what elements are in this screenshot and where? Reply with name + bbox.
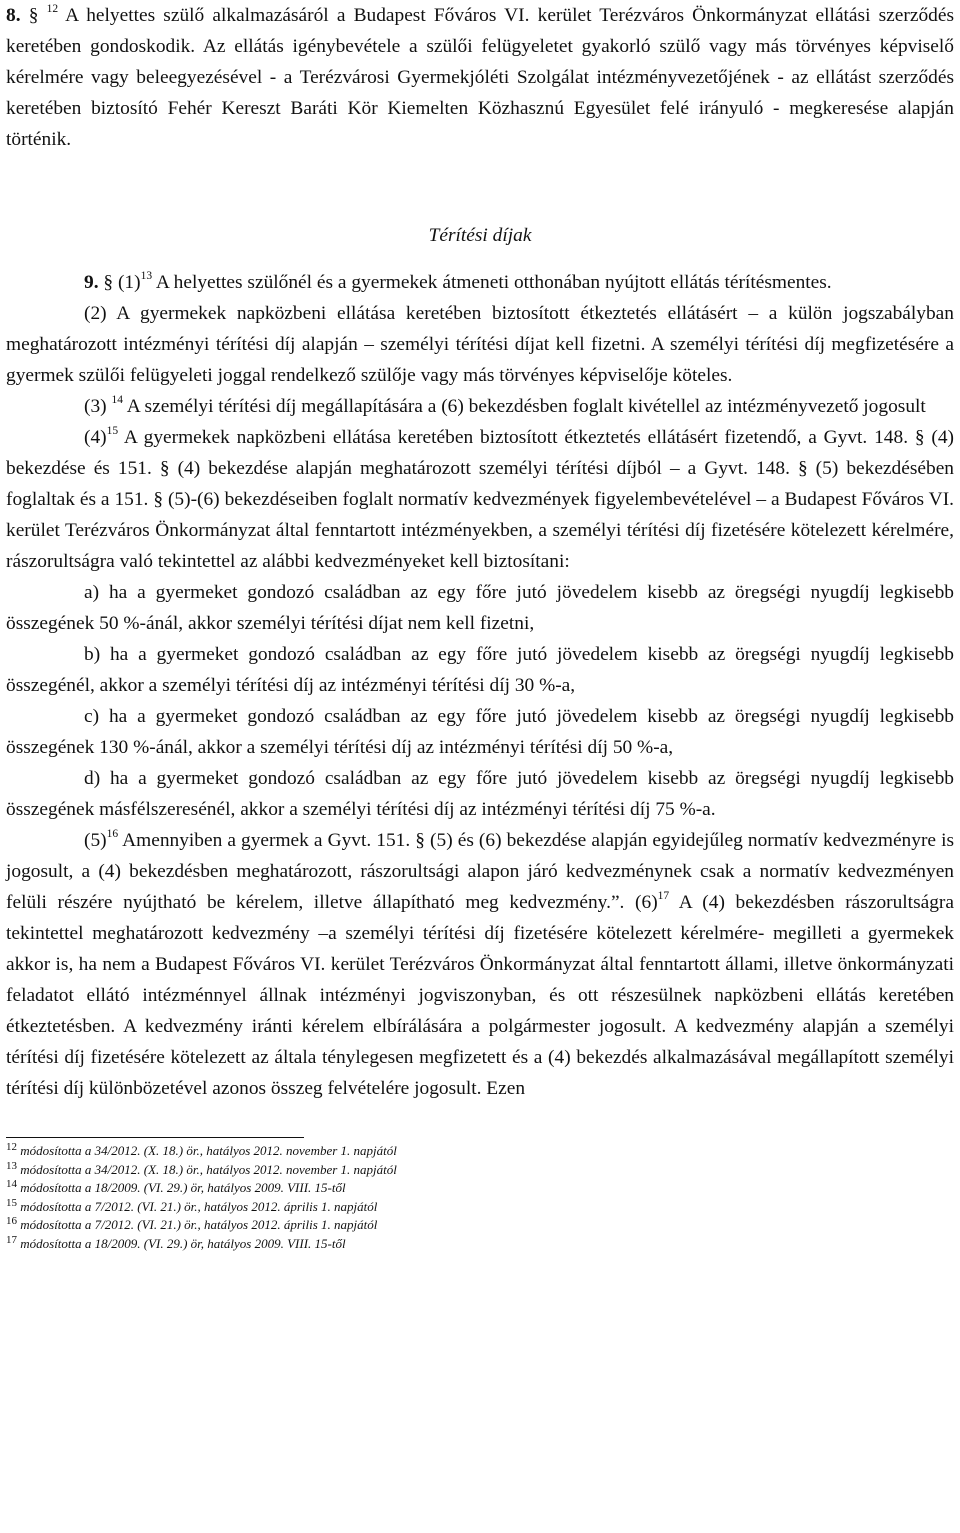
footnote-ref[interactable]: 13 bbox=[140, 270, 153, 282]
footnotes bbox=[6, 1142, 954, 1253]
subsection-number: (5) bbox=[84, 830, 107, 851]
paragraph-9-2: (2) A gyermekek napközbeni ellátása keretében biztosított étkeztetés ellátásért – a külön jogszabályban meghatározott intézményi térítési díj alapján – személyi térítési díjat kell fizetni. A személyi térítési díj megfizetésére a gyermek szülői felügyeleti joggal rendelkező szülője vagy más törvényes képviselője köteles. bbox=[6, 303, 954, 386]
subsection-number: (3) bbox=[84, 396, 107, 417]
footnote-ref[interactable]: 15 bbox=[106, 425, 119, 437]
paragraph-text: Amennyiben a gyermek a Gyvt. 151. § (5) és (6) bekezdése alapján egyidejűleg normatív kedvezményre is jogosult, a (4) bekezdésben meghatározott, rászorultsági alapon járó kedvezménynek csak a normatív kedvezményen felüli részére nyújtható be kérelem, illetve állapítható meg kedvezmény.”. bbox=[6, 830, 955, 913]
footnote bbox=[6, 1161, 954, 1180]
footnote-text: módosította a 18/2009. (VI. 29.) ör, hatályos 2009. VIII. 15-től bbox=[20, 1235, 346, 1251]
list-item-d: d) ha a gyermeket gondozó családban az egy főre jutó jövedelem kisebb az öregségi nyugdíj legkisebb összegének másfélszeresénél, akkor a személyi térítési díj az intézményi térítési díj 75 %-a. bbox=[6, 768, 954, 820]
paragraph-9-1 bbox=[6, 267, 954, 298]
paragraph-8 bbox=[6, 0, 954, 155]
paragraph-text: A helyettes szülőnél és a gyermekek átmeneti otthonában nyújtott ellátás térítésmentes. bbox=[155, 272, 832, 293]
paragraph-9-5-6 bbox=[6, 825, 954, 1104]
paragraph-9-3 bbox=[6, 391, 954, 422]
footnote-number: 17 bbox=[6, 1233, 17, 1246]
footnote bbox=[6, 1179, 954, 1198]
footnote-ref[interactable]: 17 bbox=[657, 890, 670, 902]
paragraph-text: A helyettes szülő alkalmazásáról a Budapest Főváros VI. kerület Terézváros Önkormányzat ellátási szerződés keretében gondoskodik. Az ellátás igénybevétele a szülői felügyeletet gyakorló szülő vagy más törvényes képviselő kérelmére vagy beleegyezésével - a Terézvárosi Gyermekjóléti Szolgálat intézményvezetőjének - az ellátást szerződés keretében biztosító Fehér Kereszt Baráti Kör Kiemelten Közhasznú Egyesület felé irányuló - megkeresése alapján történik. bbox=[6, 5, 954, 150]
footnote-number: 16 bbox=[6, 1215, 17, 1227]
footnote-text: módosította a 34/2012. (X. 18.) ör., hatályos 2012. november 1. napjától bbox=[20, 1143, 397, 1158]
section-sign: § bbox=[103, 272, 114, 293]
footnote-ref[interactable]: 16 bbox=[106, 828, 119, 840]
section-number: 8. bbox=[6, 5, 21, 26]
subsection-number: (6) bbox=[635, 892, 658, 913]
footnote-number: 14 bbox=[6, 1178, 17, 1190]
subsection-number: (1) bbox=[117, 272, 141, 293]
footnote-text: módosította a 18/2009. (VI. 29.) ör, hatályos 2009. VIII. 15-től bbox=[20, 1180, 346, 1195]
footnote-ref[interactable]: 14 bbox=[111, 394, 123, 406]
footnote-text: módosította a 34/2012. (X. 18.) ör., hatályos 2012. november 1. napjától bbox=[20, 1161, 397, 1177]
list-item-b: b) ha a gyermeket gondozó családban az egy főre jutó jövedelem kisebb az öregségi nyugdíj legkisebb összegénél, akkor a személyi térítési díj az intézményi térítési díj 30 %-a, bbox=[6, 644, 954, 696]
list-item-a: a) ha a gyermeket gondozó családban az egy főre jutó jövedelem kisebb az öregségi nyugdíj legkisebb összegének 50 %-ánál, akkor személyi térítési díjat nem kell fizetni, bbox=[6, 582, 954, 634]
footnote bbox=[6, 1142, 954, 1161]
footnote bbox=[6, 1216, 954, 1235]
paragraph-9-4 bbox=[6, 422, 954, 577]
footnote-text: módosította a 7/2012. (VI. 21.) ör., hatályos 2012. április 1. napjától bbox=[20, 1198, 378, 1214]
footnote-text: módosította a 7/2012. (VI. 21.) ör., hatályos 2012. április 1. napjától bbox=[20, 1217, 378, 1232]
footnote bbox=[6, 1198, 954, 1217]
document-page bbox=[6, 0, 954, 1253]
footnote-number: 12 bbox=[6, 1141, 17, 1153]
paragraph-text: A gyermekek napközbeni ellátása keretében biztosított étkeztetés ellátásért fizetendő, a Gyvt. 148. § (4) bekezdése és 151. § (4) bekezdése alapján meghatározott személyi térítési díjból – a Gyvt. 148. § (5) bekezdésében foglaltak és a 151. § (5)-(6) bekezdéseiben foglalt normatív kedvezmények figyelembevételével – a Budapest Főváros VI. kerület Terézváros Önkormányzat által fenntartott intézményekben, a személyi térítési díj fizetésére kötelezett kérelmére, rászorultságra való tekintettel az alábbi kedvezményeket kell biztosítani: bbox=[6, 427, 954, 572]
section-number: 9. bbox=[84, 272, 99, 293]
footnote-number: 15 bbox=[6, 1196, 17, 1209]
list-item-c: c) ha a gyermeket gondozó családban az egy főre jutó jövedelem kisebb az öregségi nyugdíj legkisebb összegének 130 %-ánál, akkor a személyi térítési díj az intézményi térítési díj 50 %-a, bbox=[6, 706, 954, 758]
footnote-ref[interactable]: 12 bbox=[46, 3, 59, 15]
footnote bbox=[6, 1235, 954, 1254]
paragraph-text: A (4) bekezdésben rászorultságra tekintettel meghatározott kedvezmény –a személyi térítési díj fizetésére kötelezett kérelmére- megilleti a gyermekek akkor is, ha nem a Budapest Főváros VI. kerület Terézváros Önkormányzat által fenntartott állami, illetve önkormányzati feladatot ellátó intézménnyel állnak intézményi jogviszonyban, és ott részesülnek napközbeni ellátás keretében étkeztetésben. A kedvezmény iránti kérelem elbírálására a polgármester jogosult. A kedvezmény alapján a személyi térítési díj fizetésére kötelezett az általa ténylegesen megfizetett és a (4) bekezdés alkalmazásával megállapított személyi térítési díj különbözetével azonos összeg felvételére jogosult. Ezen bbox=[6, 892, 954, 1099]
section-heading: Térítési díjak bbox=[428, 225, 532, 246]
paragraph-text: A személyi térítési díj megállapítására a (6) bekezdésben foglalt kivétellel az intézményvezető jogosult bbox=[126, 396, 926, 417]
section-sign: § bbox=[28, 5, 39, 26]
subsection-number: (4) bbox=[84, 427, 107, 448]
footnote-number: 13 bbox=[6, 1159, 17, 1172]
footnote-separator bbox=[6, 1137, 304, 1138]
